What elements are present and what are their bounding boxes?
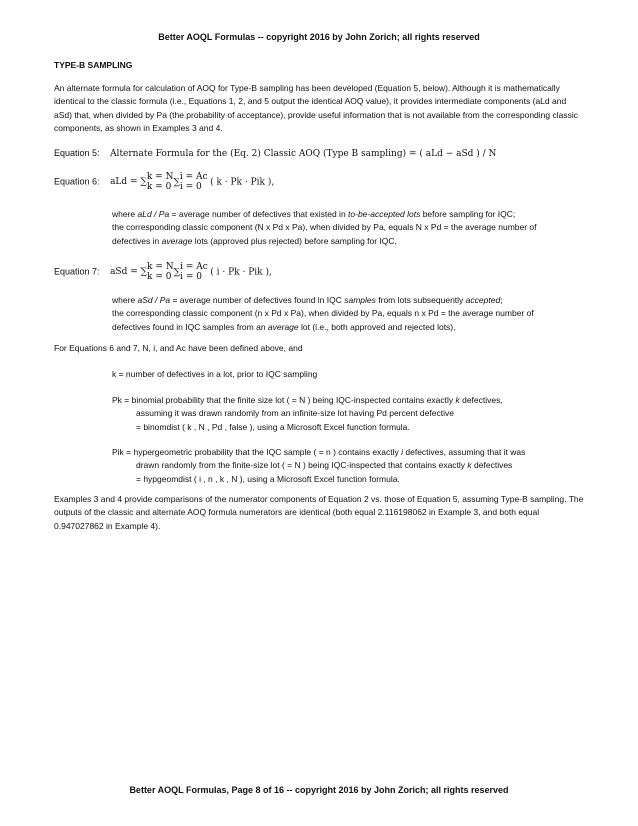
equation-6-term: ( k · Pk · Pik ), <box>210 177 275 188</box>
equation-6-sigma-2: ∑ <box>173 177 180 188</box>
equation-6-lhs: aLd = ∑ <box>110 177 147 188</box>
equation-6-label: Equation 6: <box>54 176 100 187</box>
definition-pk: Pk = binomial probability that the finite size lot ( = N ) being IQC-inspected contains exactly k defectives, assuming it was drawn randomly from an infinite-size lot having Pd percent defective = binomdist ( k , N , Pd , false ), using a Microsoft Excel function formula. <box>112 395 503 432</box>
page-header: Better AOQL Formulas -- copyright 2016 by John Zorich; all rights reserved <box>158 32 480 42</box>
aLd-term: aLd / Pa <box>137 209 170 219</box>
equation-6-where: where aLd / Pa = average number of defectives that existed in to-be-accepted lots before sampling for IQC; the corresponding classic component (N x Pd x Pa), when divided by Pa, equals N x Pd = the average number of defectives in average lots (approved plus rejected) before sampling for IQC, <box>112 209 537 246</box>
equation-7-sum-i-limits: i = Ac i = 0 <box>180 262 208 282</box>
equation-7 <box>54 262 272 282</box>
section-title: TYPE-B SAMPLING <box>54 60 133 70</box>
intro-paragraph: An alternate formula for calculation of AOQ for Type-B sampling has been developed (Equation 5, below). Although it is mathematically identical to the classic formula (i.e., Equations 1, 2, and 5 output the identical AOQ value), it provides intermediate components (aLd and aSd) that, when divided by Pa (the probability of acceptance), provide useful information that is not available from the corresponding classic components, as shown in Examples 3 and 4. <box>54 83 578 133</box>
equation-7-lhs: aSd = ∑ <box>110 267 148 278</box>
definition-k: k = number of defectives in a lot, prior to IQC sampling <box>112 369 318 379</box>
definitions-intro: For Equations 6 and 7, N, i, and Ac have been defined above, and <box>54 343 303 353</box>
definition-pik: Pik = hypergeometric probability that the IQC sample ( = n ) contains exactly i defectives, assuming that it was drawn randomly from the finite-size lot ( = N ) being IQC-inspected that contains exactly k defectives = hypgeomdist ( i , n , k , N ), using a Microsoft Excel function formula. <box>112 447 526 484</box>
equation-7-sigma-2: ∑ <box>173 267 181 278</box>
equation-5-text: Alternate Formula for the (Eq. 2) Classic AOQ (Type B sampling) = ( aLd − aSd ) / N <box>110 149 497 159</box>
equation-7-sum-k-limits: k = N k = 0 <box>147 262 174 282</box>
closing-paragraph: Examples 3 and 4 provide comparisons of the numerator components of Equation 2 vs. those of Equation 5, assuming Type-B sampling. The outputs of the classic and alternate AOQ formula numerators are identical (both equal 2.116198062 in Example 3, and both equal 0.947027862 in Example 4). <box>54 494 584 531</box>
equation-5 <box>54 148 496 159</box>
equation-6-sum-i-limits: i = Ac i = 0 <box>179 172 208 192</box>
equation-7-label: Equation 7: <box>54 266 100 277</box>
equation-6-sum-k-limits: k = N k = 0 <box>146 172 174 192</box>
equation-5-label: Equation 5: <box>54 148 100 158</box>
equation-7-term: ( i · Pk · Pik ), <box>210 267 272 278</box>
equation-7-where: where aSd / Pa = average number of defectives found in IQC samples from lots subsequently accepted; the corresponding classic component (n x Pd x Pa), when divided by Pa, equals n x Pd = the average number of defectives found in IQC samples from an average lot (i.e., both approved and rejected lots), <box>112 295 534 332</box>
equation-6 <box>54 172 274 192</box>
aSd-term: aSd / Pa <box>137 295 171 305</box>
page-footer: Better AOQL Formulas, Page 8 of 16 -- copyright 2016 by John Zorich; all rights reserved <box>129 785 509 795</box>
